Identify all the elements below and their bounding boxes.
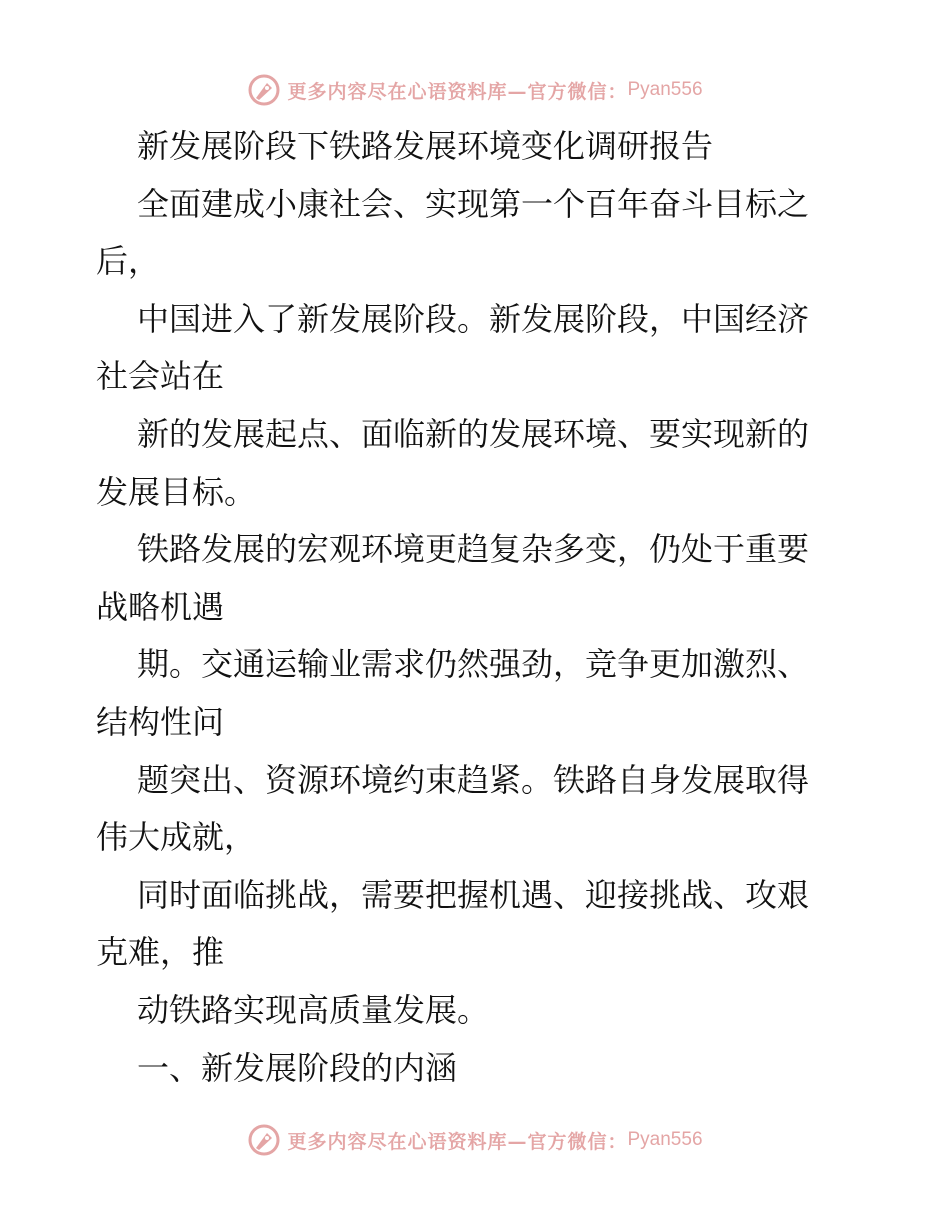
text-line: 伟大成就，	[96, 818, 257, 857]
text-line: 社会站在	[96, 357, 225, 396]
document-body	[96, 118, 856, 1097]
document-title: 新发展阶段下铁路发展环境变化调研报告	[137, 127, 714, 165]
text-line: 后，	[96, 242, 161, 281]
watermark-wechat-id: Pyan556	[627, 1129, 703, 1150]
pen-nib-icon	[247, 73, 281, 107]
text-line: 克难，推	[96, 933, 225, 972]
text-line: 同时面临挑战，需要把握机遇、迎接挑战、攻艰	[137, 875, 810, 914]
text-line: 发展目标。	[96, 472, 257, 511]
text-line: 中国进入了新发展阶段。新发展阶段，中国经济	[137, 299, 810, 338]
text-line: 全面建成小康社会、实现第一个百年奋斗目标之	[137, 184, 810, 223]
footer-watermark	[0, 1120, 950, 1160]
text-line: 结构性问	[96, 702, 225, 741]
text-line: 期。交通运输业需求仍然强劲，竞争更加激烈、	[137, 645, 810, 684]
text-line: 战略机遇	[96, 587, 225, 626]
text-line: 题突出、资源环境约束趋紧。铁路自身发展取得	[137, 760, 810, 799]
text-line: 铁路发展的宏观环境更趋复杂多变，仍处于重要	[137, 530, 810, 569]
pen-nib-icon	[247, 1123, 281, 1157]
watermark-wechat-id: Pyan556	[627, 79, 703, 100]
section-heading: 一、新发展阶段的内涵	[137, 1048, 458, 1087]
text-line: 新的发展起点、面临新的发展环境、要实现新的	[137, 414, 810, 453]
text-line: 动铁路实现高质量发展。	[137, 990, 490, 1029]
watermark-text: 更多内容尽在心语资料库—官方微信：	[287, 80, 628, 103]
watermark-text: 更多内容尽在心语资料库—官方微信：	[287, 1130, 628, 1153]
header-watermark	[0, 70, 950, 110]
